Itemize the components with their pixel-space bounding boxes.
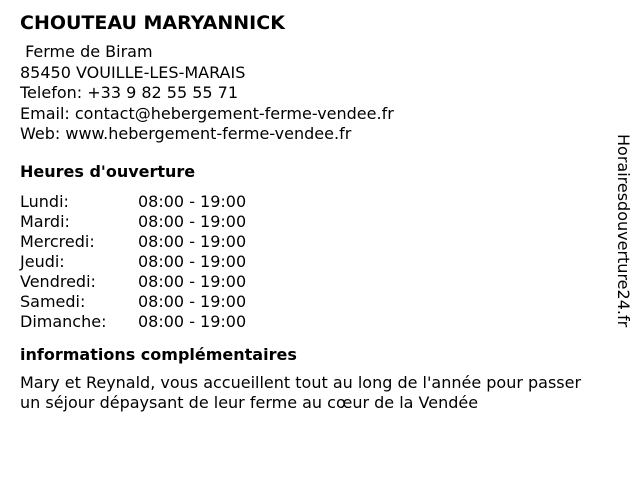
time-range: 08:00 - 19:00	[138, 231, 247, 251]
time-range: 08:00 - 19:00	[138, 251, 247, 271]
day-label: Samedi:	[20, 291, 86, 311]
address-line-2: 85450 VOUILLE-LES-MARAIS	[20, 62, 246, 82]
site-watermark: Horairesdouverture24.fr	[614, 134, 633, 328]
hours-row	[20, 292, 600, 312]
day-label: Mercredi:	[20, 231, 95, 251]
contact-block	[20, 42, 600, 145]
day-label: Jeudi:	[20, 251, 65, 271]
additional-info-text: Mary et Reynald, vous accueillent tout au long de l'année pour passer un séjour dépaysant de leur ferme au cœur de la Vendée	[20, 372, 582, 412]
business-name: CHOUTEAU MARYANNICK	[20, 12, 285, 34]
time-range: 08:00 - 19:00	[138, 311, 247, 331]
day-label: Lundi:	[20, 191, 69, 211]
web-line: Web: www.hebergement-ferme-vendee.fr	[20, 124, 352, 143]
hours-row	[20, 272, 600, 292]
hours-row	[20, 312, 600, 332]
hours-row	[20, 192, 600, 212]
hours-row	[20, 232, 600, 252]
day-label: Vendredi:	[20, 271, 96, 291]
time-range: 08:00 - 19:00	[138, 211, 247, 231]
hours-row	[20, 252, 600, 272]
email-line: Email: contact@hebergement-ferme-vendee.fr	[20, 103, 394, 123]
day-label: Dimanche:	[20, 311, 107, 331]
hours-row	[20, 212, 600, 232]
time-range: 08:00 - 19:00	[138, 191, 247, 211]
time-range: 08:00 - 19:00	[138, 271, 247, 291]
address-line-1: Ferme de Biram	[20, 42, 153, 61]
additional-info-title: informations complémentaires	[20, 344, 297, 364]
business-card	[20, 10, 600, 414]
opening-hours-title: Heures d'ouverture	[20, 161, 196, 181]
day-label: Mardi:	[20, 211, 70, 231]
time-range: 08:00 - 19:00	[138, 291, 247, 311]
phone-line: Telefon: +33 9 82 55 55 71	[20, 83, 239, 102]
opening-hours-table	[20, 192, 600, 332]
